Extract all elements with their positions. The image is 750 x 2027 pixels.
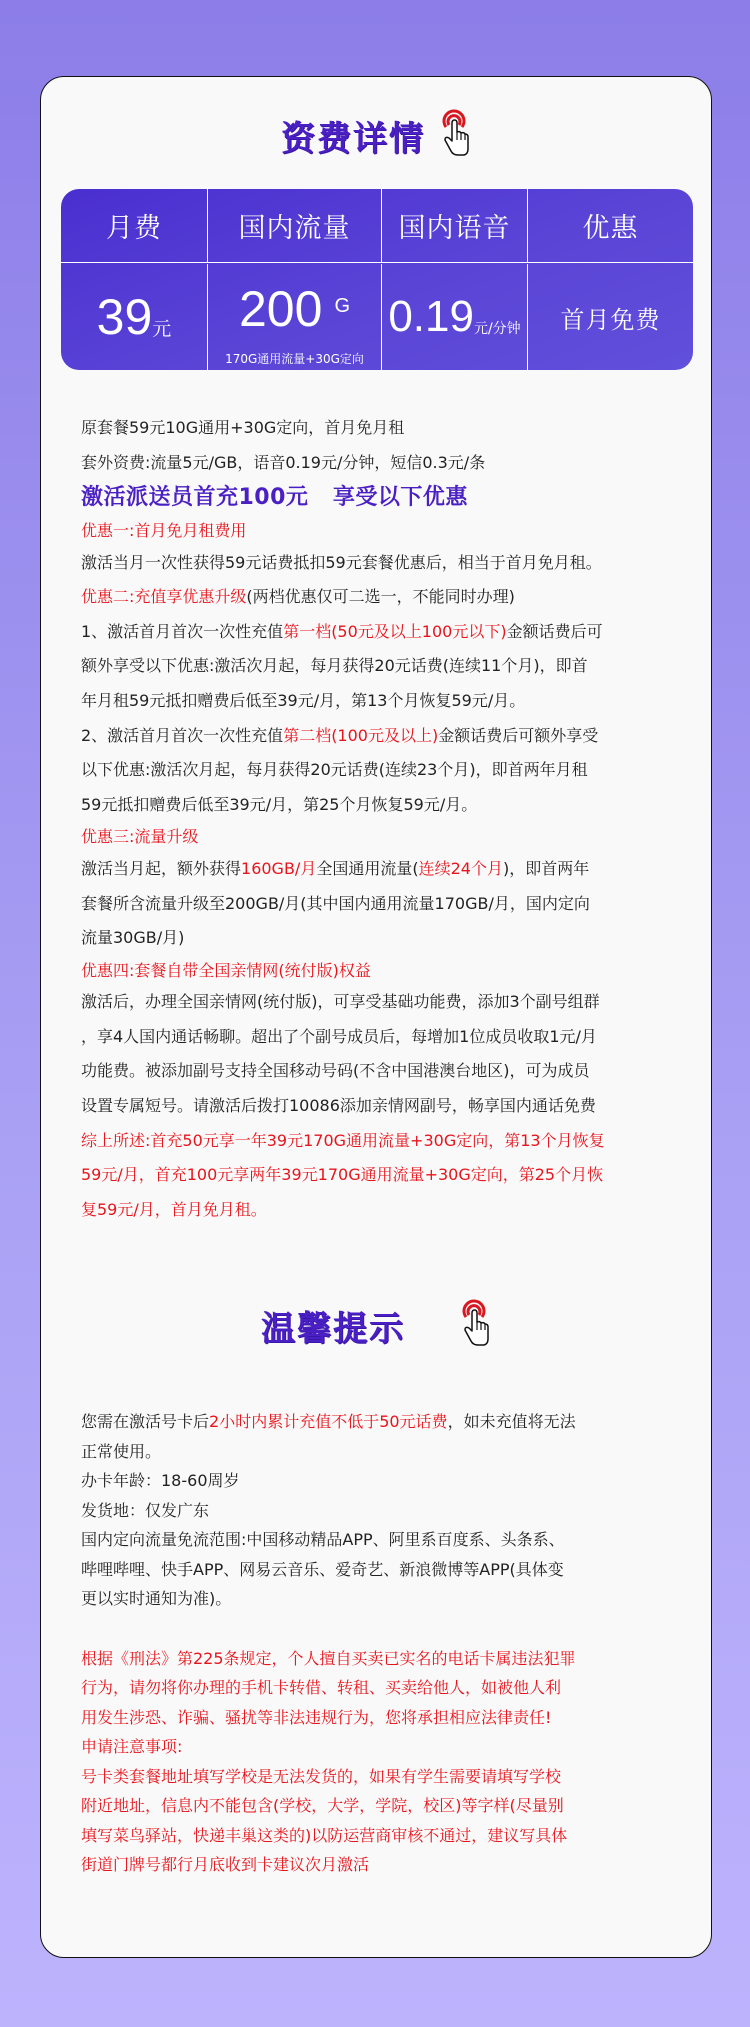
fee-table-values (61, 264, 693, 370)
legal-warning-line2: 行为，请勿将你办理的手机卡转借、转租、买卖给他人，如被他人利 (81, 1678, 562, 1697)
offer3-line1 (81, 852, 681, 887)
offer3-line2: 套餐所含流量升级至200GB/月(其中国内通用流量170GB/月，国内定向 (81, 893, 590, 913)
shipping-region: 发货地：仅发广东 (81, 1500, 210, 1520)
text-span: 金额话费后可额外享受 (438, 725, 599, 745)
spacer (81, 1614, 681, 1644)
offer2-tier1-line2: 额外享受以下优惠:激活次月起，每月获得20元话费(连续11个月)，即首 (81, 656, 588, 676)
text-span: 2、激活首月首次一次性充值 (81, 725, 284, 745)
perk-cell (528, 264, 693, 370)
offer2-tier1-line1 (81, 615, 681, 650)
offer2-tier2-line2: 以下优惠:激活次月起，每月获得20元话费(连续23个月)，即首两年月租 (81, 760, 588, 780)
notice-line4: 街道门牌号都行月底收到卡建议次月激活 (81, 1855, 370, 1874)
legal-warning-line3: 用发生涉恐、诈骗、骚扰等非法违规行为，您将承担相应法律责任! (81, 1707, 552, 1727)
text-span: 1、激活首月首次一次性充值 (81, 621, 284, 641)
extra-data-duration: 连续24个月 (418, 858, 503, 878)
text-span: ，如未充值将无法 (447, 1412, 576, 1431)
section-title-tips (41, 1297, 711, 1353)
tips-content (81, 1407, 681, 1880)
voice-unit: 元/分钟 (473, 321, 521, 337)
tier1-range: 第一档(50元及以上100元以下) (283, 621, 507, 641)
notice-line2: 附近地址，信息内不能包含(学校，大学，学院，校区)等字样(尽量别 (81, 1796, 564, 1815)
monthly-fee-unit: 元 (152, 317, 172, 340)
header-perk: 优惠 (582, 213, 639, 244)
offer2-title-suffix: (两档优惠仅可二选一，不能同时办理) (246, 587, 515, 607)
overage-rates-line: 套外资费:流量5元/GB，语音0.19元/分钟，短信0.3元/条 (81, 452, 486, 472)
monthly-fee-cell (61, 264, 208, 370)
tier2-range: 第二档(100元及以上) (283, 725, 439, 745)
offer4-line1: 激活后，办理全国亲情网(统付版)，可享受基础功能费，添加3个副号组群 (81, 992, 600, 1012)
recharge-requirement-line1 (81, 1407, 681, 1437)
offer3-line3: 流量30GB/月) (81, 928, 185, 948)
text-span: 金额话费后可 (506, 621, 603, 641)
legal-warning-line1: 根据《刑法》第225条规定，个人擅自买卖已实名的电话卡属违法犯罪 (81, 1648, 576, 1668)
offer3-title: 优惠三:流量升级 (81, 827, 199, 847)
age-requirement: 办卡年龄：18-60周岁 (81, 1471, 240, 1490)
tariff-details (81, 411, 681, 1227)
free-data-scope-line3: 更以实时通知为准)。 (81, 1589, 232, 1608)
tap-hand-icon (457, 1297, 491, 1353)
notice-title: 申请注意事项: (81, 1737, 183, 1756)
offer2-tier2-line1 (81, 719, 681, 754)
voice-value: 0.19 (388, 292, 474, 341)
offer2-title-line (81, 580, 681, 615)
summary-line1: 综上所述:首充50元享一年39元170G通用流量+30G定向，第13个月恢复 (81, 1130, 605, 1150)
tap-hand-icon (437, 107, 471, 163)
text-span: )，即首两年 (502, 858, 590, 878)
extra-data-amount: 160GB/月 (241, 858, 317, 878)
perk-value: 首月免费 (560, 305, 661, 334)
text-span: 激活当月起，额外获得 (81, 858, 242, 878)
monthly-fee-value: 39 (96, 289, 153, 345)
summary-line3: 复59元/月，首月免月租。 (81, 1199, 267, 1219)
tariff-title: 资费详情 (281, 118, 425, 159)
offer2-title: 优惠二:充值享优惠升级 (81, 587, 247, 607)
data-note: 170G通用流量+30G定向 (225, 352, 364, 366)
text-span: 您需在激活号卡后 (81, 1412, 210, 1431)
recharge-requirement-line2: 正常使用。 (81, 1441, 162, 1461)
offer1-text: 激活当月一次性获得59元话费抵扣59元套餐优惠后，相当于首月免月租。 (81, 552, 602, 572)
notice-line3: 填写菜鸟驿站，快递丰巢这类的)以防运营商审核不通过，建议写具体 (81, 1825, 568, 1845)
offer4-line2: ，享4人国内通话畅聊。超出了个副号成员后，每增加1位成员收取1元/月 (81, 1026, 597, 1046)
fee-table (61, 189, 693, 370)
header-domestic-voice: 国内语音 (382, 189, 528, 262)
recharge-requirement: 2小时内累计充值不低于50元话费 (209, 1412, 448, 1431)
data-cell (208, 264, 382, 370)
section-title-tariff (41, 107, 711, 163)
tariff-card (40, 76, 712, 1958)
offer2-tier2-line3: 59元抵扣赠费后低至39元/月，第25个月恢复59元/月。 (81, 794, 478, 814)
voice-cell (382, 264, 528, 370)
offer4-title: 优惠四:套餐自带全国亲情网(统付版)权益 (81, 960, 371, 980)
text-span: 全国通用流量( (316, 858, 419, 878)
offer1-title: 优惠一:首月免月租费用 (81, 521, 247, 541)
notice-line1: 号卡类套餐地址填写学校是无法发货的，如果有学生需要请填写学校 (81, 1766, 562, 1786)
offer2-tier1-line3: 年月租59元抵扣赠费后低至39元/月，第13个月恢复59元/月。 (81, 691, 526, 711)
promo-headline: 激活派送员首充100元 享受以下优惠 (81, 485, 468, 511)
fee-table-header (61, 189, 693, 263)
free-data-scope-line1: 国内定向流量免流范围:中国移动精品APP、阿里系百度系、头条系、 (81, 1530, 565, 1549)
summary-line2: 59元/月，首充100元享两年39元170G通用流量+30G定向，第25个月恢 (81, 1165, 604, 1185)
data-unit: G (334, 294, 350, 317)
tips-title: 温馨提示 (261, 1308, 405, 1349)
header-domestic-data: 国内流量 (208, 189, 382, 262)
free-data-scope-line2: 哔哩哔哩、快手APP、网易云音乐、爱奇艺、新浪微博等APP(具体变 (81, 1559, 564, 1579)
original-plan-line: 原套餐59元10G通用+30G定向，首月免月租 (81, 418, 405, 437)
offer4-line3: 功能费。被添加副号支持全国移动号码(不含中国港澳台地区)，可为成员 (81, 1061, 590, 1081)
data-value: 200 (239, 281, 323, 337)
offer4-line4: 设置专属短号。请激活后拨打10086添加亲情网副号，畅享国内通话免费 (81, 1096, 596, 1115)
header-monthly-fee: 月费 (61, 189, 208, 262)
